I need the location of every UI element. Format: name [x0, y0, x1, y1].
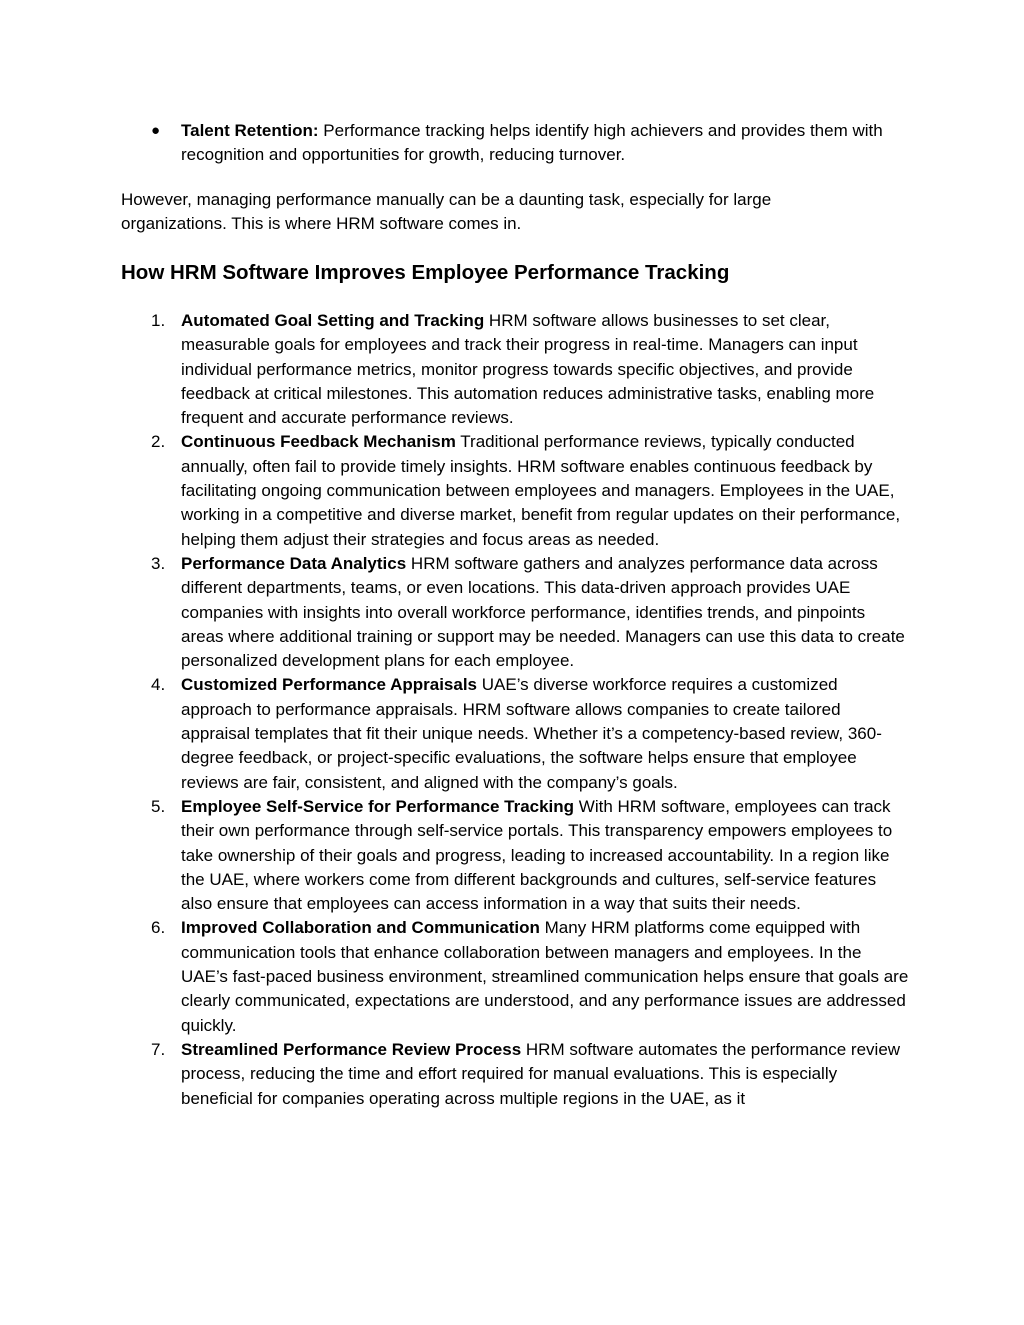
- bullet-item-title: Talent Retention:: [181, 121, 319, 140]
- list-item-title: Improved Collaboration and Communication: [181, 918, 540, 938]
- list-item-text: HRM software automates the performance review process, reducing the time and effort required for manual evaluations. This is especially beneficial for companies operating across multiple regions in the UAE, as it: [181, 1039, 901, 1108]
- bullet-item-talent-retention: [121, 119, 911, 168]
- list-item-text: Many HRM platforms come equipped with communication tools that enhance collaboration between managers and employees. In the UAE’s fast-paced business environment, streamlined communication helps ensure that goals are clearly communicated, expectations are understood, and any performance issues are addressed quickly.: [181, 918, 909, 1035]
- section-heading: How HRM Software Improves Employee Performance Tracking: [121, 261, 730, 284]
- bullet-list: [121, 119, 911, 168]
- list-item-appraisals: [121, 673, 911, 794]
- list-item-collaboration: [121, 916, 911, 1037]
- list-item-text: UAE’s diverse workforce requires a customized approach to performance appraisals. HRM software allows companies to create tailored appraisal templates that fit their unique needs. Whether it’s a competency-based review, 360-degree feedback, or project-specific evaluations, the software helps ensure that employee reviews are fair, consistent, and aligned with the company’s goals.: [181, 675, 882, 792]
- list-item-text: HRM software allows businesses to set clear, measurable goals for employees and track their progress in real-time. Managers can input individual performance metrics, monitor progress towards specific objectives, and provide feedback at critical milestones. This automation reduces administrative tasks, enabling more frequent and accurate performance reviews.: [181, 311, 875, 428]
- list-item-number: 6.: [151, 918, 166, 938]
- list-item-data-analytics: [121, 552, 911, 673]
- bullet-item-text: Performance tracking helps identify high achievers and provides them with recognition and opportunities for growth, reducing turnover.: [181, 121, 883, 165]
- numbered-list: [121, 309, 911, 1111]
- list-item-title: Employee Self-Service for Performance Tracking: [181, 796, 575, 816]
- list-item-title: Automated Goal Setting and Tracking: [181, 311, 485, 330]
- list-item-number: 1.: [151, 311, 166, 330]
- bullet-icon: ●: [151, 122, 161, 139]
- list-item-continuous-feedback: [121, 430, 911, 551]
- list-item-review-process: [121, 1038, 911, 1111]
- list-item-number: 4.: [151, 675, 166, 695]
- list-item-self-service: [121, 795, 911, 916]
- list-item-title: Streamlined Performance Review Process: [181, 1039, 522, 1059]
- list-item-number: 5.: [151, 796, 166, 816]
- list-item-title: Performance Data Analytics: [181, 553, 407, 573]
- list-item-title: Customized Performance Appraisals: [181, 675, 478, 695]
- list-item-title: Continuous Feedback Mechanism: [181, 432, 456, 452]
- list-item-number: 2.: [151, 432, 166, 452]
- intro-paragraph: However, managing performance manually can be a daunting task, especially for large organizations. This is where HRM software comes in.: [121, 190, 772, 234]
- list-item-text: HRM software gathers and analyzes performance data across different departments, teams, or even locations. This data-driven approach provides UAE companies with insights into overall workforce performance, identifies trends, and pinpoints areas where additional training or support may be needed. Managers can use this data to create personalized development plans for each employee.: [181, 553, 905, 671]
- list-item-text: Traditional performance reviews, typically conducted annually, often fail to provide timely insights. HRM software enables continuous feedback by facilitating ongoing communication between employees and managers. Employees in the UAE, working in a competitive and diverse market, benefit from regular updates on their performance, helping them adjust their strategies and focus areas as needed.: [181, 432, 901, 549]
- list-item-number: 7.: [151, 1039, 166, 1059]
- list-item-text: With HRM software, employees can track their own performance through self-service portals. This transparency empowers employees to take ownership of their goals and progress, leading to increased accountability. In a region like the UAE, where workers come from different backgrounds and cultures, self-service features also ensure that employees can access information in a way that suits their needs.: [181, 796, 893, 914]
- list-item-goal-setting: [121, 309, 911, 430]
- list-item-number: 3.: [151, 553, 166, 573]
